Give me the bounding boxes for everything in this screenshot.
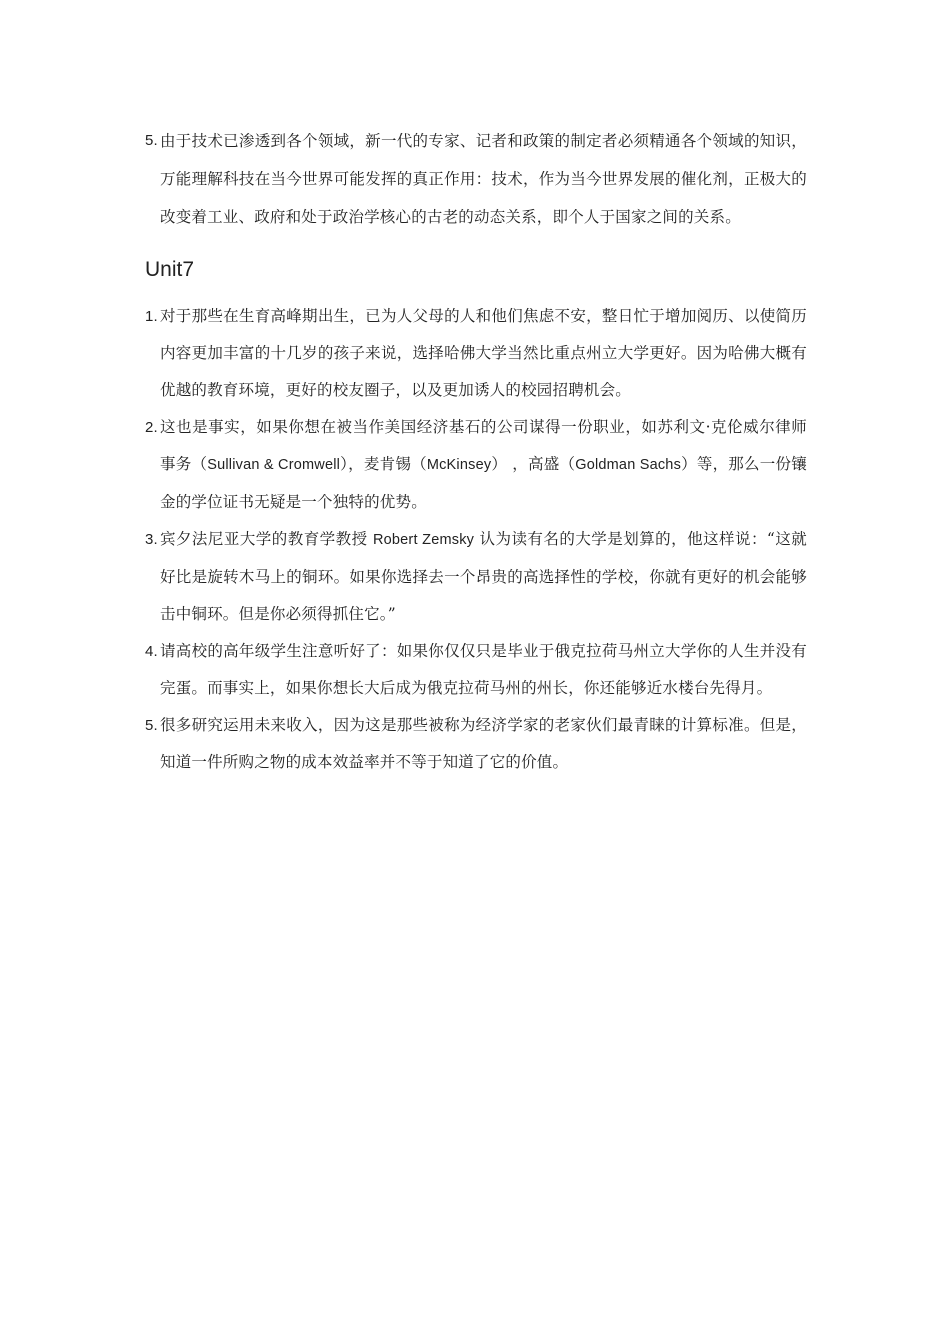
list-item	[145, 521, 807, 633]
item-latin-text: Robert Zemsky	[372, 532, 475, 548]
item-latin-text: McKinsey	[426, 457, 492, 473]
list-item	[145, 122, 807, 236]
item-number: 5.	[145, 717, 158, 734]
unit7-heading: Unit7	[145, 258, 195, 281]
item-latin-text: Goldman Sachs	[575, 457, 682, 473]
document-body	[145, 122, 807, 781]
list-item	[145, 298, 807, 409]
item-text: 很多研究运用未来收入，因为这是那些被称为经济学家的老家伙们最青睐的计算标准。但是，知道一件所购之物的成本效益率并不等于知道了它的价值。	[160, 716, 807, 771]
unit7-list	[145, 298, 807, 781]
item-text: ） ，高盛（	[491, 455, 576, 473]
list-item	[145, 633, 807, 707]
item-latin-text: Sullivan & Cromwell	[207, 457, 341, 473]
item-text: 请高校的高年级学生注意听好了：如果你仅仅只是毕业于俄克拉荷马州立大学你的人生并没有完蛋。而事实上，如果你想长大后成为俄克拉荷马州的州长，你还能够近水楼台先得月。	[160, 642, 807, 697]
item-number: 4.	[145, 643, 158, 660]
previous-unit-list	[145, 122, 807, 236]
item-number: 5.	[145, 132, 158, 149]
item-text: 认为读有名的大学是划算的，他这样说：“这就好比是旋转木马上的铜环。如果你选择去一个昂贵的高选择性的学校，你就有更好的机会能够击中铜环。但是你必须得抓住它。”	[160, 530, 807, 623]
list-item	[145, 409, 807, 521]
item-text: ），麦肯锡（	[340, 455, 427, 473]
item-number: 3.	[145, 531, 158, 548]
item-text: 宾夕法尼亚大学的教育学教授	[160, 530, 373, 548]
item-number: 2.	[145, 419, 158, 436]
item-number: 1.	[145, 308, 158, 325]
item-text: ）等，那么一份镶金的学位证书无疑是一个独特的优势。	[160, 455, 807, 511]
item-text: 由于技术已渗透到各个领域，新一代的专家、记者和政策的制定者必须精通各个领域的知识，万能理解科技在当今世界可能发挥的真正作用：技术，作为当今世界发展的催化剂，正极大的改变着工业、政府和处于政治学核心的古老的动态关系，即个人于国家之间的关系。	[160, 132, 807, 226]
list-item	[145, 707, 807, 781]
item-text: 对于那些在生育高峰期出生，已为人父母的人和他们焦虑不安，整日忙于增加阅历、以使简历内容更加丰富的十几岁的孩子来说，选择哈佛大学当然比重点州立大学更好。因为哈佛大概有优越的教育环境，更好的校友圈子，以及更加诱人的校园招聘机会。	[160, 307, 807, 399]
item-text: 这也是事实，如果你想在被当作美国经济基石的公司谋得一份职业，如苏利文·克伦威尔律师事务（	[160, 418, 807, 473]
